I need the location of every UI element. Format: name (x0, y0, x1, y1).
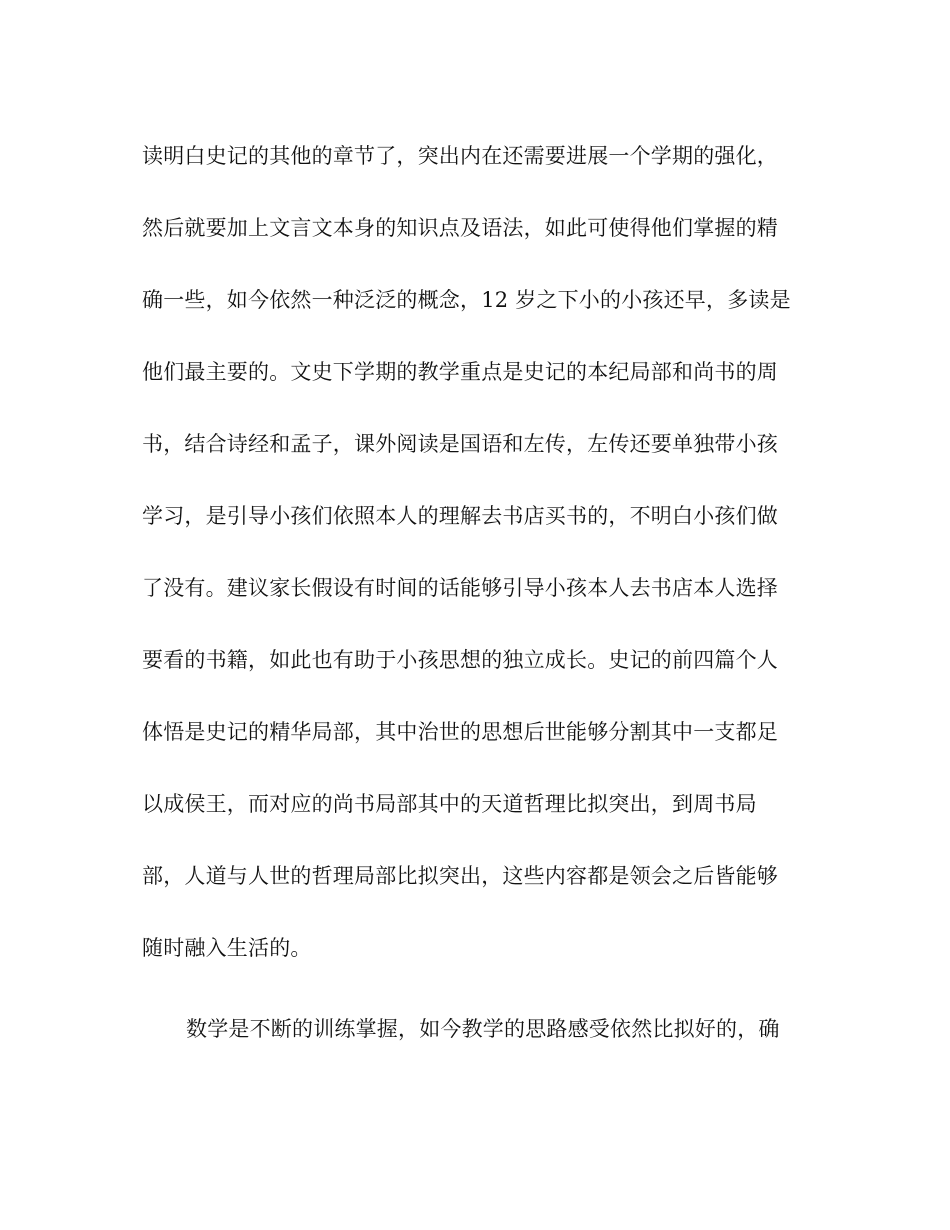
paragraph-line: 他们最主要的。文史下学期的教学重点是史记的本纪局部和尚书的周 (142, 360, 778, 384)
paragraph-line: 要看的书籍，如此也有助于小孩思想的独立成长。史记的前四篇个人 (142, 648, 778, 672)
paragraph-line: 数学是不断的训练掌握，如今教学的思路感受依然比拟好的，确 (186, 1017, 780, 1041)
paragraph-line: 了没有。建议家长假设有时间的话能够引导小孩本人去书店本人选择 (142, 576, 778, 600)
paragraph-line: 部，人道与人世的哲理局部比拟突出，这些内容都是领会之后皆能够 (142, 864, 778, 888)
paragraph-line: 然后就要加上文言文本身的知识点及语法，如此可使得他们掌握的精 (142, 216, 778, 240)
paragraph-line: 书，结合诗经和孟子，课外阅读是国语和左传，左传还要单独带小孩 (142, 432, 778, 456)
paragraph-line: 学习，是引导小孩们依照本人的理解去书店买书的，不明白小孩们做 (142, 504, 778, 528)
paragraph-line: 读明白史记的其他的章节了，突出内在还需要进展一个学期的强化， (142, 144, 778, 168)
paragraph-line: 确一些，如今依然一种泛泛的概念，12 岁之下小的小孩还早，多读是 (142, 288, 791, 312)
paragraph-line: 随时融入生活的。 (142, 936, 312, 960)
paragraph-line: 以成侯王，而对应的尚书局部其中的天道哲理比拟突出，到周书局 (142, 792, 757, 816)
paragraph-line: 体悟是史记的精华局部，其中治世的思想后世能够分割其中一支都足 (142, 720, 778, 744)
